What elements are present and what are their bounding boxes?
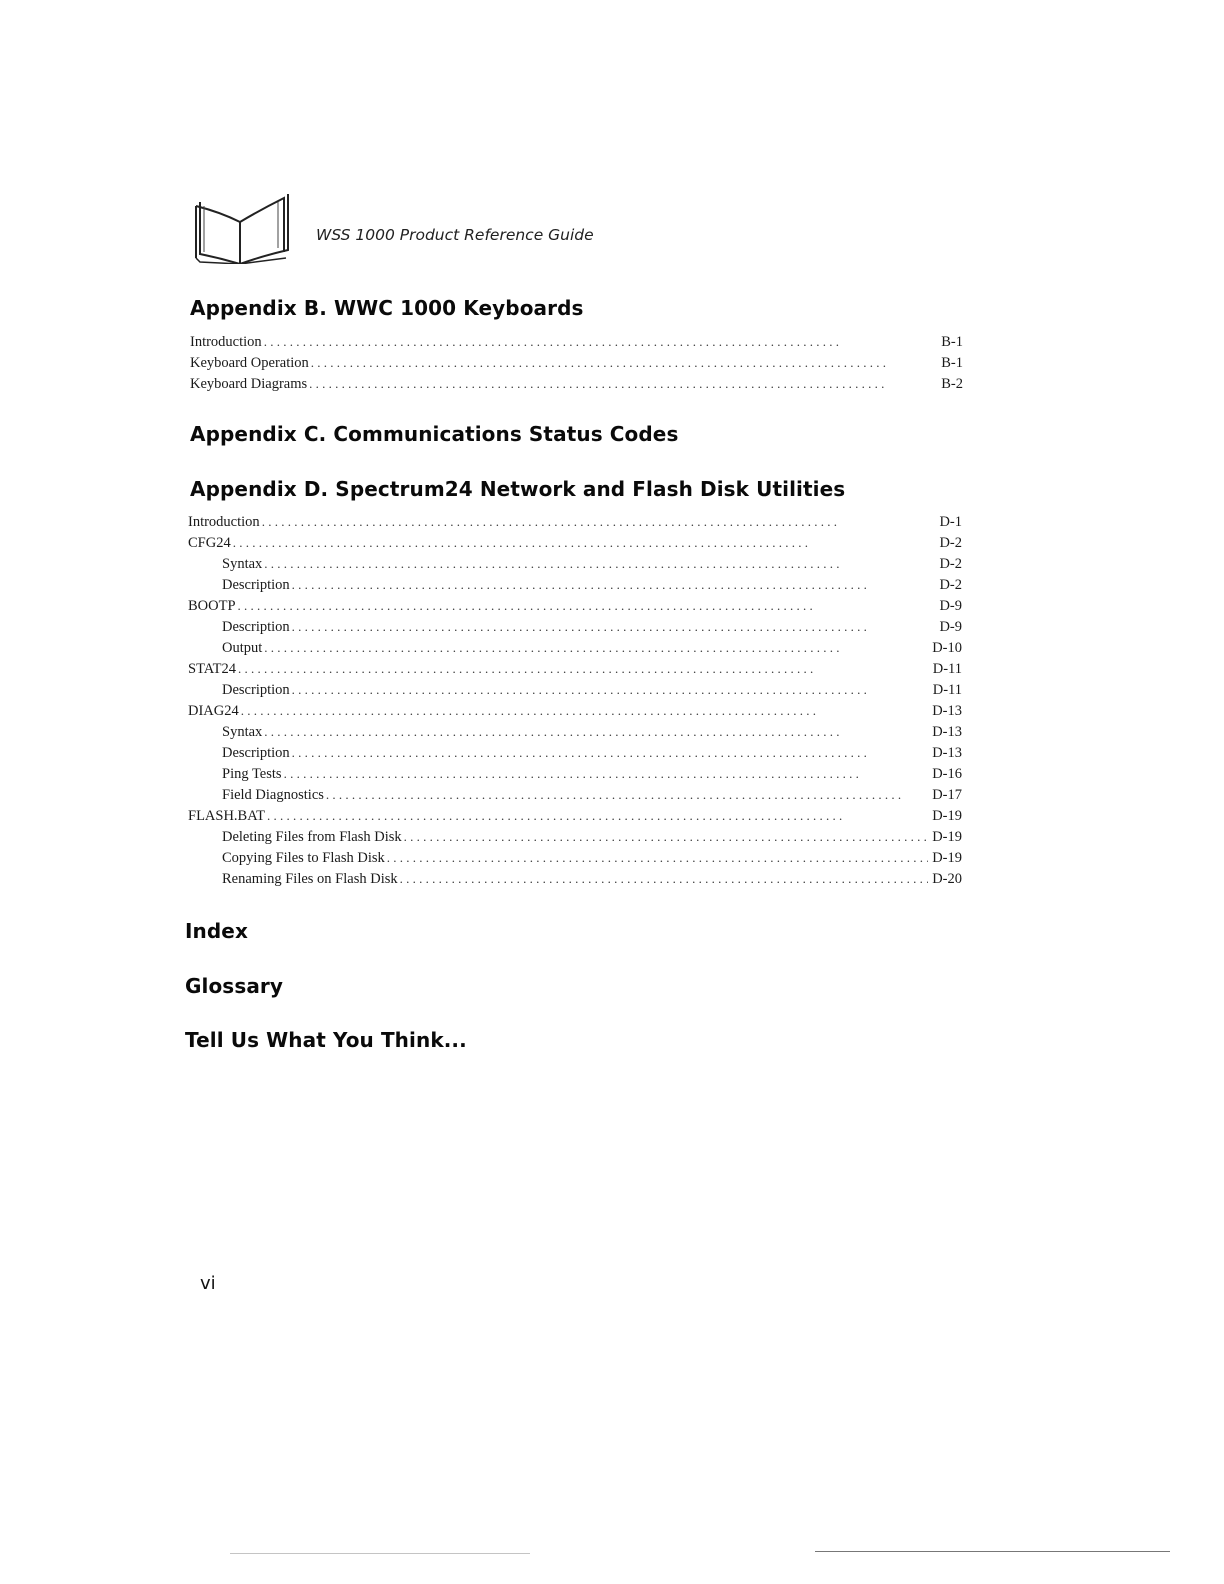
toc-entry[interactable]: [188, 658, 962, 679]
toc-subentry[interactable]: [188, 784, 962, 805]
toc-entry-page: D-1: [939, 514, 962, 530]
toc-entry-label: Field Diagnostics: [222, 787, 324, 803]
dot-leader: [311, 352, 937, 373]
index-heading: Index: [185, 919, 248, 943]
running-title: WSS 1000 Product Reference Guide: [316, 226, 594, 244]
toc-subentry[interactable]: [188, 868, 962, 889]
toc-subentry[interactable]: [188, 553, 962, 574]
toc-entry-page: B-1: [941, 355, 963, 371]
appendix-b-toc: [190, 331, 963, 394]
appendix-d-toc: [188, 511, 962, 889]
toc-subentry[interactable]: [188, 763, 962, 784]
toc-entry-page: D-20: [932, 871, 962, 887]
toc-subentry[interactable]: [188, 616, 962, 637]
toc-entry-page: D-2: [939, 535, 962, 551]
toc-entry[interactable]: [190, 331, 963, 352]
toc-entry-page: D-19: [932, 808, 962, 824]
toc-entry[interactable]: [188, 700, 962, 721]
toc-entry-label: Description: [222, 577, 290, 593]
dot-leader: [264, 331, 938, 352]
toc-subentry[interactable]: [188, 679, 962, 700]
feedback-heading: Tell Us What You Think...: [185, 1028, 467, 1052]
appendix-d-heading: Appendix D. Spectrum24 Network and Flash Disk Utilities: [190, 477, 846, 501]
dot-leader: [238, 595, 936, 616]
toc-entry-page: D-16: [932, 766, 962, 782]
toc-entry-label: BOOTP: [188, 598, 236, 614]
toc-entry-page: D-9: [939, 598, 962, 614]
dot-leader: [262, 511, 936, 532]
dot-leader: [238, 658, 929, 679]
toc-entry-page: D-17: [932, 787, 962, 803]
toc-entry-label: Description: [222, 682, 290, 698]
toc-entry-label: Ping Tests: [222, 766, 282, 782]
toc-entry-label: CFG24: [188, 535, 231, 551]
toc-entry-label: FLASH.BAT: [188, 808, 265, 824]
toc-entry[interactable]: [188, 805, 962, 826]
toc-entry-label: Renaming Files on Flash Disk: [222, 871, 398, 887]
page-number: vi: [200, 1273, 216, 1294]
toc-entry-label: Keyboard Diagrams: [190, 376, 308, 392]
dot-leader: [264, 721, 928, 742]
toc-entry-page: D-13: [932, 724, 962, 740]
dot-leader: [267, 805, 928, 826]
book-icon: [190, 194, 292, 264]
dot-leader: [292, 679, 929, 700]
glossary-heading: Glossary: [185, 974, 284, 998]
dot-leader: [264, 637, 928, 658]
toc-entry-label: STAT24: [188, 661, 236, 677]
toc-entry-label: Introduction: [188, 514, 260, 530]
dot-leader: [387, 847, 928, 868]
toc-subentry[interactable]: [188, 826, 962, 847]
toc-entry-label: Copying Files to Flash Disk: [222, 850, 385, 866]
appendix-c-heading: Appendix C. Communications Status Codes: [190, 422, 679, 446]
scan-artifact-line: [815, 1551, 1170, 1552]
toc-entry[interactable]: [188, 595, 962, 616]
toc-subentry[interactable]: [188, 742, 962, 763]
toc-entry-page: B-2: [941, 376, 963, 392]
toc-entry[interactable]: [188, 511, 962, 532]
toc-entry-label: Deleting Files from Flash Disk: [222, 829, 402, 845]
toc-subentry[interactable]: [188, 637, 962, 658]
toc-entry-label: DIAG24: [188, 703, 239, 719]
dot-leader: [404, 826, 929, 847]
toc-entry-page: D-19: [932, 829, 962, 845]
toc-entry-page: D-19: [932, 850, 962, 866]
dot-leader: [284, 763, 929, 784]
appendix-b-heading: Appendix B. WWC 1000 Keyboards: [190, 296, 584, 320]
dot-leader: [326, 784, 928, 805]
dot-leader: [292, 742, 929, 763]
scan-artifact-line: [230, 1553, 530, 1554]
dot-leader: [400, 868, 929, 889]
toc-subentry[interactable]: [188, 847, 962, 868]
toc-subentry[interactable]: [188, 574, 962, 595]
dot-leader: [292, 616, 936, 637]
dot-leader: [241, 700, 928, 721]
toc-entry-label: Description: [222, 745, 290, 761]
toc-entry-page: D-9: [939, 619, 962, 635]
dot-leader: [233, 532, 936, 553]
toc-entry-page: D-2: [939, 577, 962, 593]
toc-entry-label: Output: [222, 640, 263, 656]
toc-entry[interactable]: [190, 373, 963, 394]
toc-entry-page: D-10: [932, 640, 962, 656]
dot-leader: [292, 574, 936, 595]
toc-entry-label: Description: [222, 619, 290, 635]
toc-entry-page: D-13: [932, 703, 962, 719]
toc-entry-label: Keyboard Operation: [190, 355, 309, 371]
toc-subentry[interactable]: [188, 721, 962, 742]
toc-entry[interactable]: [190, 352, 963, 373]
toc-entry[interactable]: [188, 532, 962, 553]
toc-entry-page: B-1: [941, 334, 963, 350]
toc-entry-page: D-11: [932, 661, 962, 677]
dot-leader: [309, 373, 937, 394]
toc-entry-label: Introduction: [190, 334, 262, 350]
dot-leader: [264, 553, 935, 574]
toc-entry-page: D-13: [932, 745, 962, 761]
toc-entry-page: D-2: [939, 556, 962, 572]
toc-entry-page: D-11: [932, 682, 962, 698]
toc-entry-label: Syntax: [222, 556, 263, 572]
toc-entry-label: Syntax: [222, 724, 263, 740]
